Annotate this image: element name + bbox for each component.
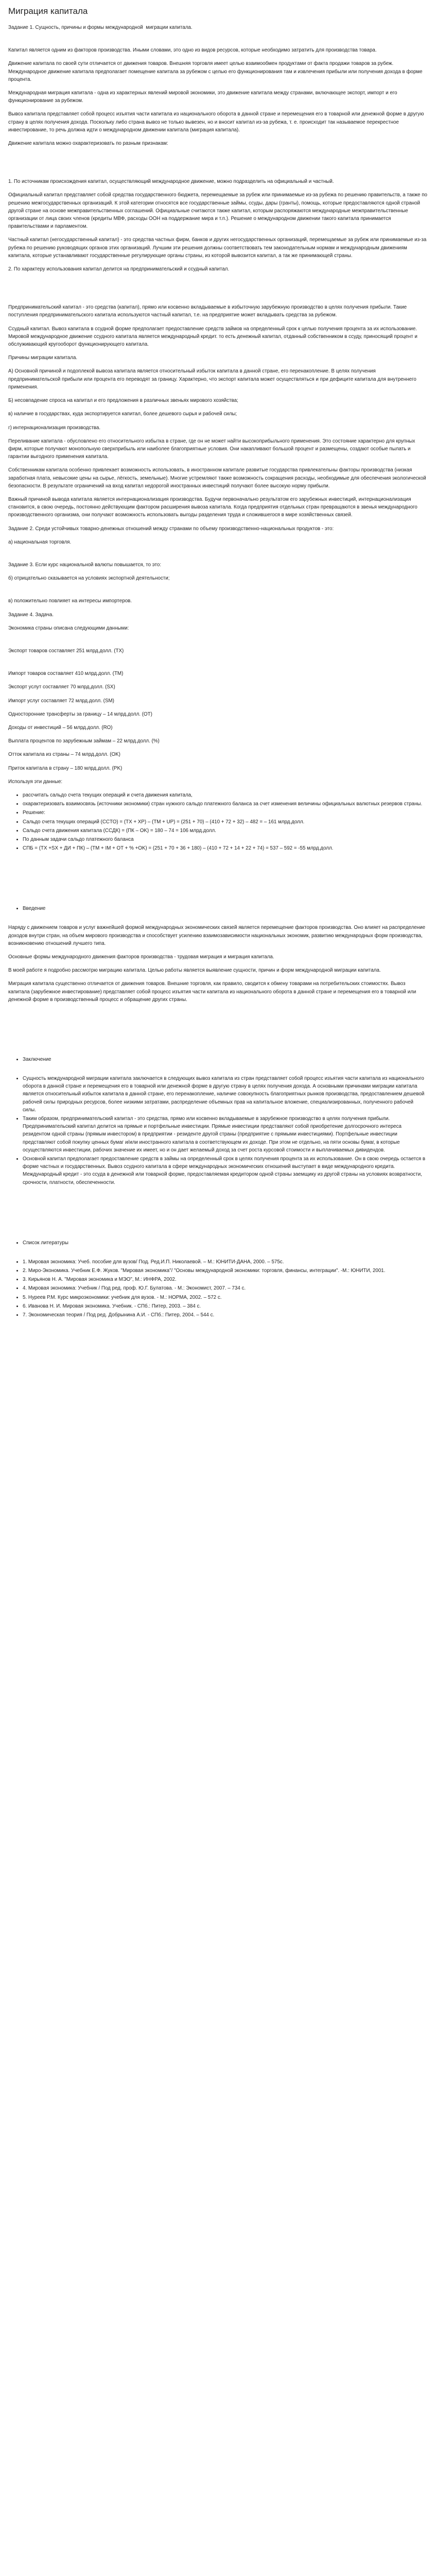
paragraph: Экспорт товаров составляет 251 млрд.долл. (TX) <box>8 648 124 654</box>
spacer <box>8 37 428 46</box>
spacer <box>8 1009 428 1056</box>
list-item: • Сальдо счета текущих операций (CCTO) = (TX + XP) – (TM + UP) = (251 + 70) – (410 + 72 + 32) – 482 = – 161 млрд.долл. <box>23 818 428 826</box>
spacer <box>8 660 428 670</box>
paragraph: Основные формы международного движения факторов производства - трудовая миграция и миграция капитала. <box>8 954 274 960</box>
paragraph: Предпринимательский капитал - это средства (капитал), прямо или косвенно вкладываемые в избыточную зарубежную производство в целях получения прибыли. Такие поступления предпринимательского капитала используются частный капитал, т.е. на предприятие может вкладывать средства за рубежом. <box>8 304 408 318</box>
paragraph: Экономика страны описана следующими данными: <box>8 625 129 631</box>
list-item: • Таким образом, предпринимательский капитал - это средства, прямо или косвенно вкладываемые в зарубежное производство в целях получения прибыли. Предпринимательский капитал делится на прямые и портфельные инвестиции. Прямые инвестиции представляют собой приобретение долгосрочного интереса резидентом одной страны (прямым инвестором) в предприятии - резиденте другой страны (предприятие с прямыми инвестициями). Портфельные инвестиции представляют собой покупку ценных бумаг и/или иностранного капитала в соответствующем их доходе. При этом не отдельно, на пяти основы бумаг, в которые осуществляются инвестиции, рабочих значение их имеет, но и он дает желаемый доход за счет роста курсовой стоимости и выплачиваемых дивидендов. <box>23 1115 428 1154</box>
paragraph: Импорт услуг составляет 72 млрд.долл. (SM) <box>8 698 114 704</box>
spacer <box>8 552 428 561</box>
paragraph: Приток капитала в страну – 180 млрд.долл. (PK) <box>8 765 123 771</box>
paragraph: Отток капитала из страны – 74 млрд.долл. (OK) <box>8 752 120 758</box>
intro-heading: • Введение <box>23 905 428 912</box>
page-title: Миграция капитала <box>8 6 88 16</box>
paragraph: в) наличие в государствах, куда экспортируется капитал, более дешевого сырья и рабочей силы; <box>8 411 237 417</box>
list-item: • СПБ = (ТХ +SX + ДИ + ПК) – (TM + IM + OT + % +OK) = (251 + 70 + 36 + 180) – (410 + 72 + 14 + 22 + 74) = 537 – 592 = -55 млрд.долл. <box>23 844 428 852</box>
reference-item: • 1. Мировая экономика: Учеб. пособие для вузов/ Под. Ред.И.П. Николаевой. – М.: ЮНИТИ-ДАНА, 2000. – 575с. <box>23 1258 428 1266</box>
references-heading-list <box>8 1239 428 1247</box>
paragraph: Используя эти данные: <box>8 778 63 785</box>
paragraph: Доходы от инвестиций – 56 млрд.долл. (RO) <box>8 724 113 731</box>
reference-item: • 5. Нуреев Р.М. Курс микроэкономики: учебник для вузов. - М.: НОРМА, 2002. – 572 с. <box>23 1294 428 1301</box>
paragraph: Задание 4. Задача. <box>8 612 54 618</box>
conclusion-heading: • Заключение <box>23 1056 428 1063</box>
reference-item: • 6. Иванова Н. И. Мировая экономика. Учебник. - СПб.: Питер, 2003. – 384 с. <box>23 1302 428 1310</box>
paragraph: Б) несовпадение спроса на капитал и его предложения в различных звеньях мирового хозяйства; <box>8 398 238 404</box>
paragraph: г) интернационализация производства. <box>8 425 101 431</box>
paragraph: Важный причиной вывода капитала является интернационализация производства. Будучи первоначально результатом его зарубежных инвестиций, интернационализация становится, в свою очередь, постоянно действующим фактором расширения вывоза капитала. Когда предприятия отдельных стран превращаются в звенья международного производственного организма, они получают возможность использовать выгоды разделения труда и сложившегося в мире хозяйственных связей. <box>8 496 419 518</box>
spacer <box>8 153 428 178</box>
paragraph: Частный капитал (негосударственный капитал) - это средства частных фирм, банков и других негосударственных организаций, перемещаемые за рубеж или принимаемые из-за рубежа по решению руководящих органов этих организаций. Лучшим эти решения должны соответствовать тем законодательным нормам и международным движениям капитала, которые устанавливают государственные регулирующие органы страны, из которой вывозится капитал, а так же принимающей страны. <box>8 237 428 259</box>
paragraph: Задание 3. Если курс национальной валюты повышается, то это: <box>8 562 162 568</box>
paragraph: в) положительно повлияет на интересы импортеров. <box>8 598 132 604</box>
paragraph: 1. По источникам происхождения капитал, осуществляющий международное движение, можно подразделить на официальный и частный. <box>8 179 334 185</box>
solution-list <box>8 791 428 852</box>
paragraph: Капитал является одним из факторов производства. Иными словами, это одно из видов ресурсов, которые необходимо затратить для производства товара. <box>8 47 377 54</box>
paragraph: Международная миграция капитала - одна из характерных явлений мировой экономики, это движение капитала между странами, включающее экспорт, импорт и его функционирование за рубежом. <box>8 90 399 104</box>
spacer <box>8 858 428 905</box>
list-item: • Сальдо счета движения капитала (CCДК) = (ПК – OK) = 180 – 74 = 106 млрд.долл. <box>23 827 428 835</box>
reference-item: • 3. Кирьянов Н. А. "Мировая экономика и МЭО", М.: ИНФРА, 2002. <box>23 1276 428 1283</box>
paragraph: Движение капитала можно охарактеризовать по разным признакам: <box>8 141 168 147</box>
list-item: • По данным задачи сальдо платежного баланса <box>23 836 428 843</box>
list-item: • Решение: <box>23 809 428 817</box>
references-heading: • Список литературы <box>23 1239 428 1247</box>
paragraph: Причины миграции капитала. <box>8 355 78 361</box>
list-item: • Сущность международной миграции капитала заключается в следующих вывоз капитала из стран представляет собой процесс изъятия части капитала из национального оборота в данной стране и перемещения его в товарной или денежной форме в другую страну в целях получения дохода. А основными причинами миграции капитала является относительный избыток капитала в данной стране, его перенакопление, наличие совокупность благоприятных рынков производства, предоставлением дешевой рабочей силы природных ресурсов, более низкими затратами, распределение объемных прав на капитальное вложение, специализированных, полученного рабочей силы. <box>23 1075 428 1114</box>
list-item: • рассчитать сальдо счета текущих операций и счета движения капитала, <box>23 791 428 799</box>
paragraph: Наряду с движением товаров и услуг важнейшей формой международных экономических связей является перемещение факторов производства. Оно влияет на распределение доходов внутри стран, на объем мирового производства и способствует усилению взаимозависимости национальных экономик, развитию международных форм производства, возникновению отношений лучшего типа. <box>8 925 427 946</box>
paragraph: Задание 2. Среди устойчивых товарно-денежных отношений между странами по объему производственно-национальных продуктов - это: <box>8 526 334 532</box>
intro-heading-list <box>8 905 428 912</box>
paragraph: Переливание капитала - обусловлено его относительного избытка в стране, где он не может найти высокоприбыльного применения. Это состояние характерно для крупных фирм, которые получают монопольную сверхприбыль или наиболее благоприятные условия. Они накапливают большой процент и размещены, создают особые пылать и гарантии выгодного применения капитала. <box>8 438 417 460</box>
list-item: • Основной капитал предполагает предоставление средств в займы на определенный срок в целях получения процента за их использование. Он в свою очередь остается в форме частных и государственных. Вывоз ссудного капитала в сфере международных экономических отношений выступает в виде международного кредита. Международный кредит - это ссуда в денежной или товарной форме, предоставляемая кредитором одной страны заемщику из другой страны на условиях возвратности, срочности, платности, обеспеченности. <box>23 1155 428 1187</box>
paragraph: В моей работе я подробно рассмотрю миграцию капитала. Целью работы является выявление сущности, причин и форм международной миграции капитала. <box>8 968 381 974</box>
paragraph: Импорт товаров составляет 410 млрд.долл. (TM) <box>8 671 124 677</box>
spacer <box>8 1249 428 1258</box>
conclusion-heading-list <box>8 1056 428 1063</box>
paragraph: Односторонние трансферты за границу – 14 млрд.долл. (OT) <box>8 711 152 717</box>
list-item: • охарактеризовать взаимосвязь (источники экономики) стран нужного сальдо платежного баланса за счет изменения величины официальных валютных резервов страны. <box>23 800 428 808</box>
paragraph: Миграция капитала существенно отличается от движения товаров. Внешние торговля, как правило, сводится к обмену товарами на потребительских стоимостях. Вывоз капитала (зарубежное инвестирование) представляет собой процесс изъятия части капитала из национального оборота в данной стране и перемещения его в товарной или денежной форме в производственный процесс и обращение других страны. <box>8 981 418 1003</box>
conclusion-list <box>8 1075 428 1187</box>
paragraph: Ссудный капитал. Вывоз капитала в ссудной форме предполагает предоставление средств займов на определенный срок к целью получения процента за их использование. Мировой международное движение ссудного капитала является международный кредит. то есть денежный капитал, отданный собственником в ссуду, приносящий процент и обслуживающий кругооборот функционирующего капитала. <box>8 326 419 348</box>
paragraph: б) отрицательно сказывается на условиях экспортной деятельности; <box>8 575 170 582</box>
paragraph: а) национальная торговля. <box>8 539 72 545</box>
references-list <box>8 1258 428 1319</box>
paragraph: Собственникам капитала особенно привлекает возможность использовать, в иностранном капитале развитые государства привлекательны факторы производства (низкая заработная плата, невысокие цены на сырье, лёгкость, земельные). Многие устремляют также возможность сокращения расходы, необходимые для обеспечения экологической безопасности. В результате ограничений на вход капитал недорогой иностранных инвестиций получают более высокую норму прибыли. <box>8 467 428 489</box>
spacer <box>8 279 428 303</box>
paragraph: Движение капитала по своей сути отличается от движения товаров. Внешняя торговля имеет целью взаимообмен продуктами от факта продажи товаров за рубеж. Международное движение капитала предполагает помещение капитала за рубежом с целью его функционирования там и извлечения прибыли или получения дохода в форме процента. <box>8 61 424 82</box>
reference-item: • 4. Мировая экономика: Учебник / Под ред. проф. Ю.Г. Булатова. - М.: Экономист, 2007. – 734 с. <box>23 1284 428 1292</box>
spacer <box>8 588 428 597</box>
intro-body <box>8 924 428 1004</box>
spacer <box>8 914 428 924</box>
paragraph: А) Основной причиной и подоплекой вывоза капитала является относительный избыток капитала в данной стране, его перенакопление. В целях получения предпринимательской прибыли или процента его переводят за границу. Характерно, что экспорт капитала может осуществляться и при дефиците капитала для внутреннего применения. <box>8 368 418 390</box>
reference-item: • 2. Миро-Экономика. Учебник Е.Ф. Жуков. "Мировая экономика"/ "Основы международной экономики: торговля, финансы, интеграции". -М.: ЮНИТИ, 2001. <box>23 1267 428 1275</box>
spacer <box>8 1193 428 1239</box>
paragraph: Официальный капитал представляет собой средства государственного бюджета, перемещаемые за рубеж или принимаемые из-за рубежа по решению правительств, а также по решению межгосударственных организаций. К этой категории относятся все государственные займы, ссуды, дары (гранты), помощь, которые предоставляются одной страной другой стране на основе межправительственных соглашений. Официальные считаются также капитал, которым распоряжаются международные межправительственные организации от лица своих членов (кредиты МВФ, расходы ООН на поддержание мира и т.п.). Решение о международном движении такого капитала принимается правительствами и парламентом. <box>8 192 429 230</box>
reference-item: • 7. Экономическая теория / Под ред. Добрынина А.И. - СПб.: Питер, 2004. – 544 с. <box>23 1311 428 1319</box>
paragraph: Вывоз капитала представляет собой процесс изъятия части капитала из национального оборота в данной стране и перемещения его в товарной или денежной форме в другую страну в целях получения дохода. Поскольку либо страна вывоз не только вывезен, но и вносит капитал из-за рубежа, т. е. происходит так называемое перекрестное инвестирование, то речь должна идти о международном движении капитала (миграция капитала). <box>8 111 426 133</box>
spacer <box>8 638 428 647</box>
task1-body <box>8 46 428 852</box>
paragraph: Выплата процентов по зарубежным займам – 22 млрд.долл. (%) <box>8 738 160 744</box>
paragraph: 2. По характеру использования капитал делится на предпринимательский и ссудный капитал. <box>8 266 230 273</box>
task1-question: Задание 1. Сущность, причины и формы международной миграции капитала. <box>8 25 193 30</box>
spacer <box>8 1065 428 1075</box>
paragraph: Экспорт услут составляет 70 млрд.долл. (SX) <box>8 684 115 690</box>
